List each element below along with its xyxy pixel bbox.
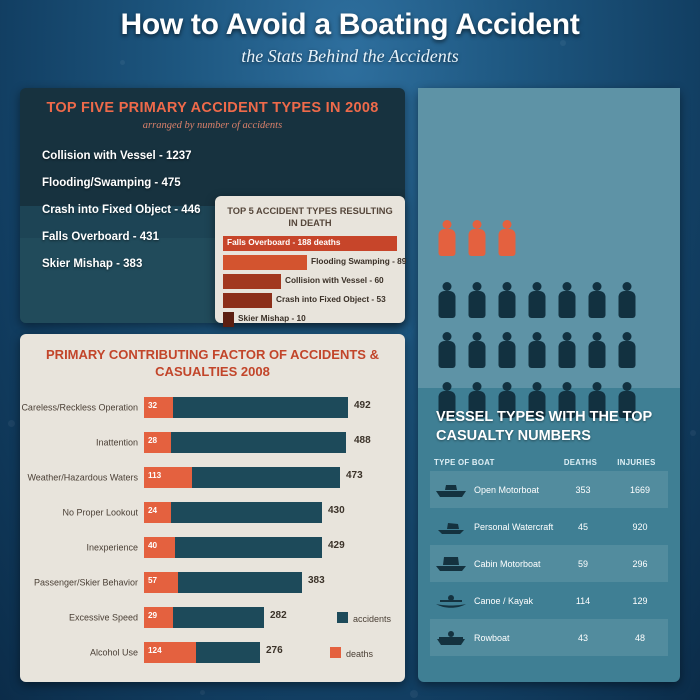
bar-accidents-value: 430 [328,505,345,516]
table-row [430,582,668,619]
page-header [0,6,700,68]
cell-deaths: 43 [577,632,588,643]
legend-deaths [330,647,373,659]
top-five-list [42,150,200,285]
cell-injuries: 296 [632,558,648,569]
person-icon [466,332,488,368]
bar-label: Crash into Fixed Object - 53 [276,294,386,304]
deaths-by-accident-type-panel [215,196,405,323]
column-header-injuries: INJURIES [617,458,656,467]
legend-accidents [337,612,391,624]
factor-row [20,460,405,495]
factor-row [20,530,405,565]
canoe-kayak-icon [434,592,468,610]
page-subtitle: the Stats Behind the Accidents [241,46,459,66]
bar-accidents-value: 488 [354,435,371,446]
factor-row [20,600,405,635]
personal-watercraft-icon [434,518,468,536]
bar-deaths-value: 32 [148,401,158,410]
factor-row [20,425,405,460]
factor-label: Excessive Speed [68,612,138,622]
life-jacket-and-vessel-panel [418,88,680,682]
cell-boat: Personal Watercraft [474,521,554,532]
bar-deaths-value: 40 [148,541,158,550]
bar-label: Falls Overboard - 188 deaths [227,237,341,247]
bar-row [223,274,397,291]
person-icon [436,332,458,368]
cell-boat: Open Motorboat [474,484,540,495]
factor-row [20,635,405,670]
table-row [430,619,668,656]
bar-deaths-value: 24 [148,506,158,515]
factors-heading: PRIMARY CONTRIBUTING FACTOR OF ACCIDENTS & CASUALTIES 2008 [46,347,379,379]
people-pictogram [436,220,662,428]
factor-row [20,495,405,530]
bar-accidents-value: 282 [270,610,287,621]
cell-deaths: 59 [577,558,588,569]
bar-label: Skier Mishap - 10 [238,313,306,323]
cell-injuries: 1669 [629,484,651,495]
legend-label-deaths: deaths [345,649,373,659]
factor-label: No Proper Lookout [62,507,138,517]
cell-boat: Rowboat [474,632,510,643]
bar-flooding-swamping [223,255,307,270]
top-five-subheading: arranged by number of accidents [142,120,283,131]
contributing-factors-panel [20,334,405,682]
bar-skier-mishap [223,312,234,327]
cell-boat: Canoe / Kayak [474,595,534,606]
bar-accidents-value: 276 [266,645,283,656]
bar-crash-into-fixed-object [223,293,272,308]
person-icon [556,282,578,318]
person-icon [526,332,548,368]
factor-label: Weather/Hazardous Waters [27,472,138,482]
factor-label: Alcohol Use [89,647,138,657]
list-item: Collision with Vessel - 1237 [42,150,192,162]
bar-accidents-value: 383 [308,575,325,586]
table-header-row [430,458,668,471]
rowboat-icon [434,629,468,647]
table-row [430,471,668,508]
open-motorboat-icon [434,481,468,499]
list-item: Skier Mishap - 383 [42,258,143,270]
pictogram-row [436,332,662,368]
factor-row [20,565,405,600]
person-icon-highlighted [496,220,518,256]
bar-deaths-value: 124 [148,646,162,655]
pictogram-row [436,282,662,318]
factor-label: Passenger/Skier Behavior [33,577,138,587]
bar-row [223,312,397,329]
deaths-bar-chart [223,234,407,329]
bar-accidents-value: 429 [328,540,345,551]
bar-label: Collision with Vessel - 60 [285,275,384,285]
person-icon [586,282,608,318]
list-item: Crash into Fixed Object - 446 [42,204,201,216]
person-icon-highlighted [436,220,458,256]
person-icon [436,282,458,318]
person-icon [526,282,548,318]
person-icon-highlighted [466,220,488,256]
page-title: How to Avoid a Boating Accident [120,8,580,41]
factor-label: Inexperience [86,542,138,552]
cell-deaths: 114 [575,595,591,606]
bar-accidents-value: 473 [346,470,363,481]
legend-swatch-deaths [330,647,341,658]
column-header-boat: TYPE OF BOAT [434,458,495,467]
cell-injuries: 129 [632,595,648,606]
cabin-motorboat-icon [434,555,468,573]
person-icon [496,282,518,318]
factor-label: Inattention [95,437,138,447]
cell-deaths: 353 [575,484,591,495]
cell-boat: Cabin Motorboat [474,558,541,569]
table-row [430,508,668,545]
cell-injuries: 48 [634,632,645,643]
person-icon [496,332,518,368]
bar-row [223,293,397,310]
vessel-types-heading: VESSEL TYPES WITH THE TOP CASUALTY NUMBERS [436,409,652,444]
list-item: Falls Overboard - 431 [42,231,159,243]
top-five-heading: TOP FIVE PRIMARY ACCIDENT TYPES IN 2008 [46,100,379,116]
bar-accidents [144,397,348,418]
bar-deaths-value: 113 [148,471,162,480]
bar-accidents [144,432,346,453]
deaths-chart-heading: TOP 5 ACCIDENT TYPES RESULTING IN DEATH [227,206,393,228]
legend-swatch-accidents [337,612,348,623]
person-icon [616,332,638,368]
bar-label: Flooding Swamping - 89 [311,256,407,266]
person-icon [616,282,638,318]
bar-deaths-value: 29 [148,611,158,620]
person-icon [556,332,578,368]
bar-row [223,255,407,272]
bar-accidents-value: 492 [354,400,371,411]
vessel-types-table [430,458,668,656]
cell-injuries: 920 [632,521,648,532]
person-icon [466,282,488,318]
cell-deaths: 45 [577,521,588,532]
factor-row [20,390,405,425]
factors-bar-chart [20,390,405,670]
table-row [430,545,668,582]
legend-label-accidents: accidents [352,614,391,624]
bar-deaths-value: 28 [148,436,158,445]
list-item: Flooding/Swamping - 475 [42,177,181,189]
bar-row [223,236,397,253]
column-header-deaths: DEATHS [563,458,598,467]
pictogram-row [436,220,662,256]
bar-collision-with-vessel [223,274,281,289]
bar-deaths-value: 57 [148,576,158,585]
person-icon [586,332,608,368]
factor-label: Careless/Reckless Operation [21,402,138,412]
